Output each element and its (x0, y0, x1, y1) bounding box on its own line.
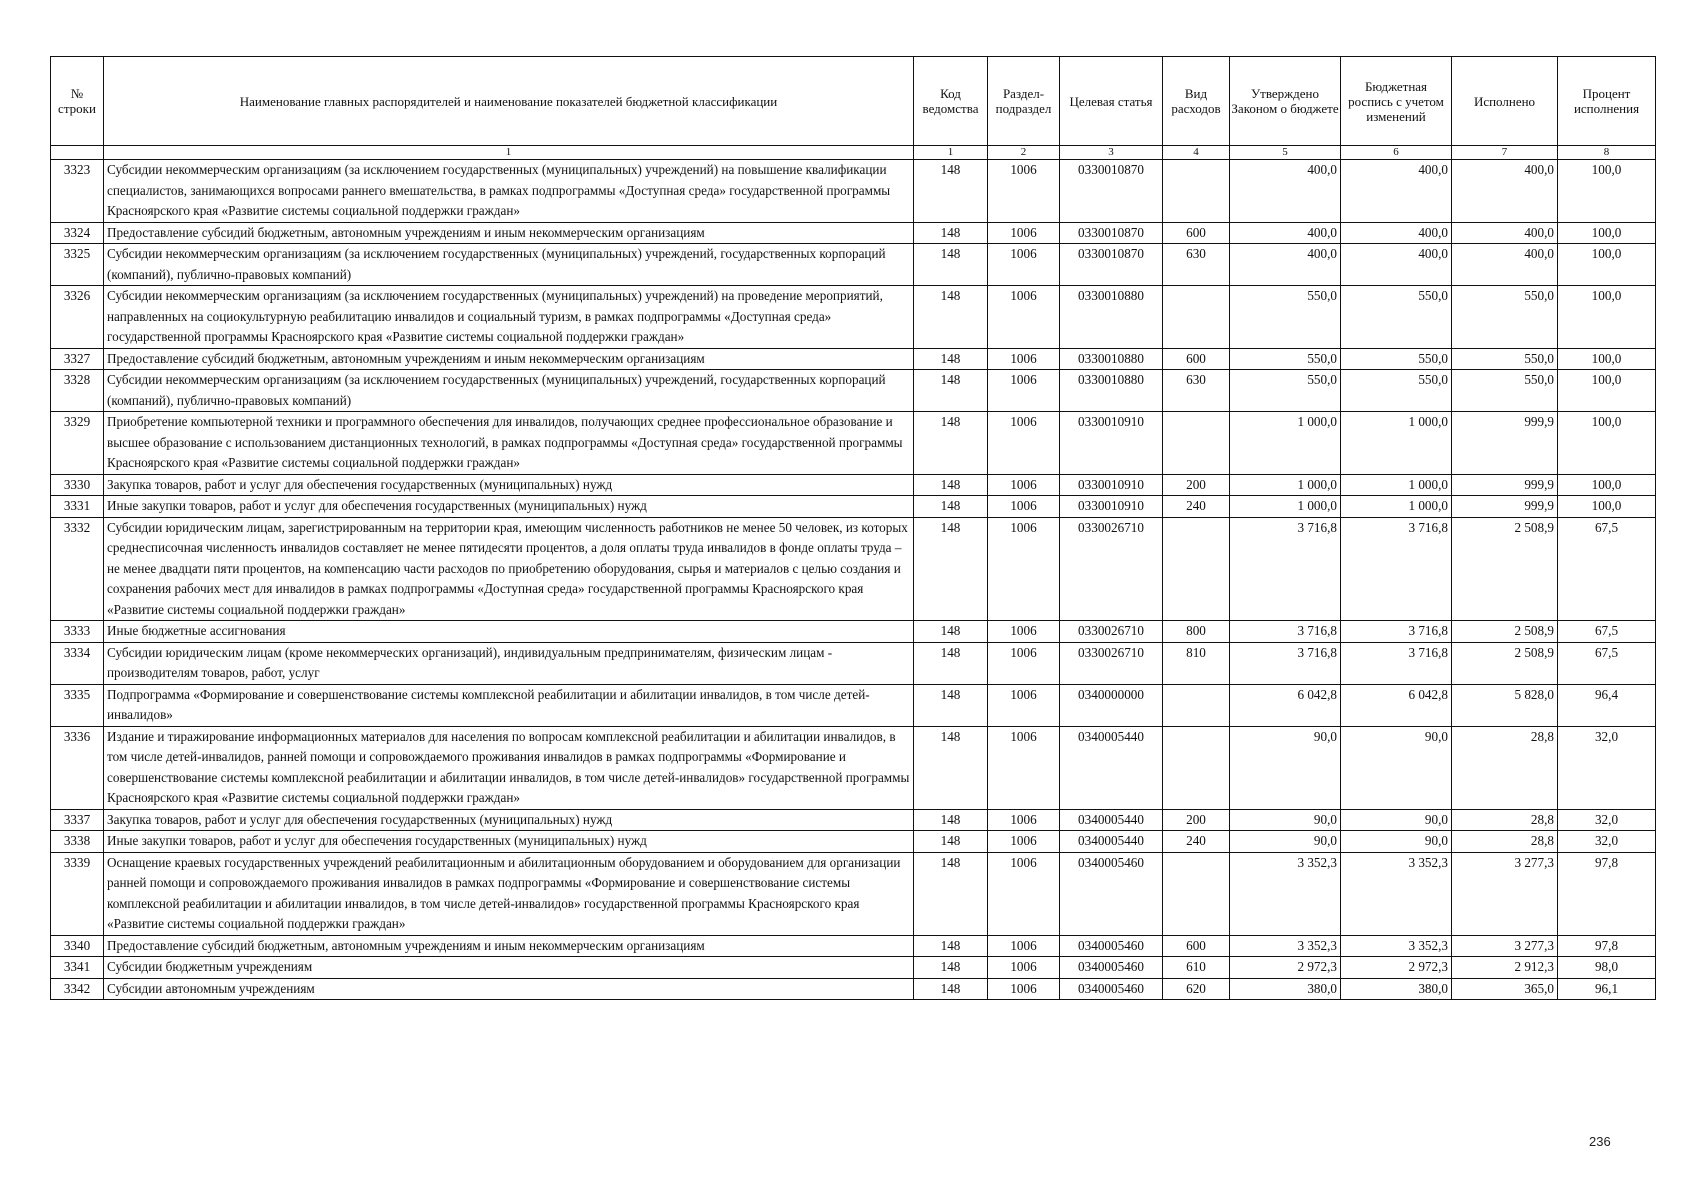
target-item-cell: 0340005460 (1060, 852, 1163, 935)
table-header-row (51, 57, 1656, 146)
name-cell: Приобретение компьютерной техники и программного обеспечения для инвалидов, получающих среднее профессиональное образование и высшее образование с использованием дистанционных технологий, в рамках подпрограммы «Доступная среда» государственной программы Красноярского края «Развитие системы социальной поддержки граждан» (104, 412, 914, 475)
percent-cell: 32,0 (1558, 809, 1656, 831)
target-item-cell: 0330010870 (1060, 160, 1163, 223)
header-row-number: № строки (51, 57, 104, 146)
expense-kind-cell: 610 (1163, 957, 1230, 979)
section-cell: 1006 (988, 370, 1060, 412)
approved-cell: 2 972,3 (1230, 957, 1341, 979)
budget-schedule-cell: 1 000,0 (1341, 474, 1452, 496)
approved-cell: 1 000,0 (1230, 496, 1341, 518)
column-index-cell: 5 (1230, 146, 1341, 160)
target-item-cell: 0340005460 (1060, 978, 1163, 1000)
executed-cell: 3 277,3 (1452, 852, 1558, 935)
expense-kind-cell: 810 (1163, 642, 1230, 684)
dept-code-cell: 148 (914, 348, 988, 370)
expense-kind-cell: 800 (1163, 621, 1230, 643)
row-number-cell: 3339 (51, 852, 104, 935)
table-row (51, 474, 1656, 496)
percent-cell: 100,0 (1558, 348, 1656, 370)
approved-cell: 1 000,0 (1230, 474, 1341, 496)
column-index-cell: 6 (1341, 146, 1452, 160)
dept-code-cell: 148 (914, 286, 988, 349)
target-item-cell: 0330026710 (1060, 517, 1163, 621)
name-cell: Субсидии некоммерческим организациям (за исключением государственных (муниципальных) учреждений) на повышение квалификации специалистов, занимающихся вопросами раннего вмешательства, в рамках подпрограммы «Доступная среда» государственной программы Красноярского края «Развитие системы социальной поддержки граждан» (104, 160, 914, 223)
table-row (51, 684, 1656, 726)
table-row (51, 726, 1656, 809)
name-cell: Закупка товаров, работ и услуг для обеспечения государственных (муниципальных) нужд (104, 474, 914, 496)
dept-code-cell: 148 (914, 517, 988, 621)
row-number-cell: 3335 (51, 684, 104, 726)
expense-kind-cell: 600 (1163, 935, 1230, 957)
target-item-cell: 0330010910 (1060, 474, 1163, 496)
dept-code-cell: 148 (914, 978, 988, 1000)
budget-schedule-cell: 550,0 (1341, 348, 1452, 370)
target-item-cell: 0330010870 (1060, 244, 1163, 286)
approved-cell: 90,0 (1230, 726, 1341, 809)
budget-schedule-cell: 2 972,3 (1341, 957, 1452, 979)
name-cell: Иные закупки товаров, работ и услуг для обеспечения государственных (муниципальных) нужд (104, 496, 914, 518)
percent-cell: 98,0 (1558, 957, 1656, 979)
percent-cell: 100,0 (1558, 370, 1656, 412)
expense-kind-cell (1163, 160, 1230, 223)
target-item-cell: 0330010870 (1060, 222, 1163, 244)
approved-cell: 400,0 (1230, 244, 1341, 286)
column-index-cell: 8 (1558, 146, 1656, 160)
percent-cell: 67,5 (1558, 517, 1656, 621)
name-cell: Субсидии некоммерческим организациям (за исключением государственных (муниципальных) учреждений, государственных корпораций (компаний), публично-правовых компаний) (104, 370, 914, 412)
table-row (51, 621, 1656, 643)
percent-cell: 100,0 (1558, 160, 1656, 223)
row-number-cell: 3338 (51, 831, 104, 853)
section-cell: 1006 (988, 978, 1060, 1000)
budget-schedule-cell: 90,0 (1341, 831, 1452, 853)
section-cell: 1006 (988, 286, 1060, 349)
table-row (51, 978, 1656, 1000)
executed-cell: 999,9 (1452, 412, 1558, 475)
executed-cell: 3 277,3 (1452, 935, 1558, 957)
dept-code-cell: 148 (914, 684, 988, 726)
expense-kind-cell: 630 (1163, 244, 1230, 286)
executed-cell: 999,9 (1452, 496, 1558, 518)
header-section: Раздел-подраздел (988, 57, 1060, 146)
row-number-cell: 3327 (51, 348, 104, 370)
target-item-cell: 0330010910 (1060, 496, 1163, 518)
expense-kind-cell: 630 (1163, 370, 1230, 412)
section-cell: 1006 (988, 222, 1060, 244)
dept-code-cell: 148 (914, 831, 988, 853)
section-cell: 1006 (988, 809, 1060, 831)
target-item-cell: 0330010880 (1060, 370, 1163, 412)
target-item-cell: 0330026710 (1060, 621, 1163, 643)
column-index-row (51, 146, 1656, 160)
approved-cell: 3 352,3 (1230, 935, 1341, 957)
target-item-cell: 0340005460 (1060, 957, 1163, 979)
name-cell: Подпрограмма «Формирование и совершенствование системы комплексной реабилитации и абилитации инвалидов, в том числе детей-инвалидов» (104, 684, 914, 726)
percent-cell: 32,0 (1558, 831, 1656, 853)
budget-schedule-cell: 400,0 (1341, 222, 1452, 244)
row-number-cell: 3324 (51, 222, 104, 244)
section-cell: 1006 (988, 244, 1060, 286)
target-item-cell: 0330010880 (1060, 286, 1163, 349)
approved-cell: 400,0 (1230, 222, 1341, 244)
dept-code-cell: 148 (914, 160, 988, 223)
row-number-cell: 3341 (51, 957, 104, 979)
row-number-cell: 3326 (51, 286, 104, 349)
executed-cell: 2 508,9 (1452, 517, 1558, 621)
table-row (51, 412, 1656, 475)
table-row (51, 286, 1656, 349)
executed-cell: 2 508,9 (1452, 621, 1558, 643)
approved-cell: 90,0 (1230, 809, 1341, 831)
budget-schedule-cell: 550,0 (1341, 370, 1452, 412)
header-expense-kind: Вид расходов (1163, 57, 1230, 146)
row-number-cell: 3333 (51, 621, 104, 643)
executed-cell: 28,8 (1452, 726, 1558, 809)
section-cell: 1006 (988, 831, 1060, 853)
percent-cell: 100,0 (1558, 496, 1656, 518)
table-row (51, 244, 1656, 286)
column-index-cell: 1 (104, 146, 914, 160)
name-cell: Издание и тиражирование информационных материалов для населения по вопросам комплексной реабилитации и абилитации инвалидов, в том числе детей-инвалидов, ранней помощи и сопровождаемого проживания инвалидов в рамках подпрограммы «Формирование и совершенствование системы комплексной реабилитации и абилитации инвалидов, в том числе детей-инвалидов» государственной программы Красноярского края «Развитие системы социальной поддержки граждан» (104, 726, 914, 809)
approved-cell: 550,0 (1230, 286, 1341, 349)
header-name: Наименование главных распорядителей и наименование показателей бюджетной классификации (104, 57, 914, 146)
section-cell: 1006 (988, 496, 1060, 518)
expense-kind-cell (1163, 412, 1230, 475)
approved-cell: 550,0 (1230, 348, 1341, 370)
percent-cell: 97,8 (1558, 935, 1656, 957)
executed-cell: 400,0 (1452, 244, 1558, 286)
percent-cell: 100,0 (1558, 474, 1656, 496)
name-cell: Субсидии автономным учреждениям (104, 978, 914, 1000)
dept-code-cell: 148 (914, 621, 988, 643)
executed-cell: 28,8 (1452, 809, 1558, 831)
percent-cell: 96,1 (1558, 978, 1656, 1000)
budget-schedule-cell: 3 716,8 (1341, 621, 1452, 643)
expense-kind-cell (1163, 684, 1230, 726)
budget-schedule-cell: 1 000,0 (1341, 496, 1452, 518)
table-row (51, 496, 1656, 518)
table-row (51, 348, 1656, 370)
executed-cell: 550,0 (1452, 348, 1558, 370)
executed-cell: 2 912,3 (1452, 957, 1558, 979)
table-row (51, 517, 1656, 621)
section-cell: 1006 (988, 684, 1060, 726)
table-row (51, 222, 1656, 244)
target-item-cell: 0330010910 (1060, 412, 1163, 475)
approved-cell: 3 716,8 (1230, 642, 1341, 684)
target-item-cell: 0340005440 (1060, 809, 1163, 831)
name-cell: Субсидии некоммерческим организациям (за исключением государственных (муниципальных) учреждений, государственных корпораций (компаний), публично-правовых компаний) (104, 244, 914, 286)
name-cell: Закупка товаров, работ и услуг для обеспечения государственных (муниципальных) нужд (104, 809, 914, 831)
section-cell: 1006 (988, 935, 1060, 957)
percent-cell: 96,4 (1558, 684, 1656, 726)
expense-kind-cell: 200 (1163, 474, 1230, 496)
target-item-cell: 0340005440 (1060, 831, 1163, 853)
row-number-cell: 3325 (51, 244, 104, 286)
row-number-cell: 3340 (51, 935, 104, 957)
target-item-cell: 0340005440 (1060, 726, 1163, 809)
dept-code-cell: 148 (914, 412, 988, 475)
approved-cell: 90,0 (1230, 831, 1341, 853)
section-cell: 1006 (988, 348, 1060, 370)
target-item-cell: 0330026710 (1060, 642, 1163, 684)
executed-cell: 5 828,0 (1452, 684, 1558, 726)
executed-cell: 400,0 (1452, 222, 1558, 244)
percent-cell: 67,5 (1558, 621, 1656, 643)
budget-schedule-cell: 400,0 (1341, 160, 1452, 223)
table-row (51, 852, 1656, 935)
name-cell: Предоставление субсидий бюджетным, автономным учреждениям и иным некоммерческим организациям (104, 222, 914, 244)
budget-schedule-cell: 90,0 (1341, 809, 1452, 831)
column-index-cell: 3 (1060, 146, 1163, 160)
row-number-cell: 3334 (51, 642, 104, 684)
name-cell: Субсидии юридическим лицам (кроме некоммерческих организаций), индивидуальным предпринимателям, физическим лицам - производителям товаров, работ, услуг (104, 642, 914, 684)
budget-schedule-cell: 550,0 (1341, 286, 1452, 349)
approved-cell: 400,0 (1230, 160, 1341, 223)
dept-code-cell: 148 (914, 642, 988, 684)
percent-cell: 100,0 (1558, 412, 1656, 475)
expense-kind-cell: 600 (1163, 222, 1230, 244)
executed-cell: 550,0 (1452, 286, 1558, 349)
approved-cell: 3 352,3 (1230, 852, 1341, 935)
section-cell: 1006 (988, 957, 1060, 979)
expense-kind-cell: 240 (1163, 496, 1230, 518)
percent-cell: 100,0 (1558, 286, 1656, 349)
section-cell: 1006 (988, 726, 1060, 809)
budget-schedule-cell: 1 000,0 (1341, 412, 1452, 475)
header-approved: Утверждено Законом о бюджете (1230, 57, 1341, 146)
name-cell: Субсидии некоммерческим организациям (за исключением государственных (муниципальных) учреждений) на проведение мероприятий, направленных на социокультурную реабилитацию инвалидов и социальный туризм, в рамках подпрограммы «Доступная среда» государственной программы Красноярского края «Развитие системы социальной поддержки граждан» (104, 286, 914, 349)
table-row (51, 957, 1656, 979)
approved-cell: 3 716,8 (1230, 517, 1341, 621)
row-number-cell: 3323 (51, 160, 104, 223)
percent-cell: 100,0 (1558, 222, 1656, 244)
budget-schedule-cell: 3 352,3 (1341, 852, 1452, 935)
table-row (51, 935, 1656, 957)
header-executed: Исполнено (1452, 57, 1558, 146)
expense-kind-cell: 600 (1163, 348, 1230, 370)
expense-kind-cell: 200 (1163, 809, 1230, 831)
name-cell: Субсидии юридическим лицам, зарегистрированным на территории края, имеющим численность работников не менее 50 человек, из которых среднесписочная численность инвалидов составляет не менее пятидесяти процентов, а доля оплаты труда инвалидов в фонде оплаты труда – не менее двадцати пяти процентов, на компенсацию части расходов по приобретению оборудования, сырья и материалов с целью создания и сохранения рабочих мест для инвалидов в рамках подпрограммы «Доступная среда» государственной программы Красноярского края «Развитие системы социальной поддержки граждан» (104, 517, 914, 621)
dept-code-cell: 148 (914, 244, 988, 286)
header-target-item: Целевая статья (1060, 57, 1163, 146)
approved-cell: 550,0 (1230, 370, 1341, 412)
row-number-cell: 3331 (51, 496, 104, 518)
name-cell: Иные закупки товаров, работ и услуг для обеспечения государственных (муниципальных) нужд (104, 831, 914, 853)
approved-cell: 380,0 (1230, 978, 1341, 1000)
section-cell: 1006 (988, 474, 1060, 496)
column-index-cell: 4 (1163, 146, 1230, 160)
budget-schedule-cell: 6 042,8 (1341, 684, 1452, 726)
section-cell: 1006 (988, 852, 1060, 935)
budget-execution-table (50, 56, 1656, 1000)
approved-cell: 3 716,8 (1230, 621, 1341, 643)
column-index-cell (51, 146, 104, 160)
header-budget-schedule: Бюджетная роспись с учетом изменений (1341, 57, 1452, 146)
row-number-cell: 3329 (51, 412, 104, 475)
percent-cell: 100,0 (1558, 244, 1656, 286)
table-row (51, 831, 1656, 853)
budget-schedule-cell: 400,0 (1341, 244, 1452, 286)
page-number: 236 (1589, 1134, 1611, 1149)
budget-table-page (50, 56, 1655, 1000)
expense-kind-cell (1163, 517, 1230, 621)
budget-schedule-cell: 3 716,8 (1341, 642, 1452, 684)
percent-cell: 32,0 (1558, 726, 1656, 809)
section-cell: 1006 (988, 517, 1060, 621)
expense-kind-cell (1163, 286, 1230, 349)
row-number-cell: 3328 (51, 370, 104, 412)
row-number-cell: 3342 (51, 978, 104, 1000)
table-row (51, 160, 1656, 223)
approved-cell: 6 042,8 (1230, 684, 1341, 726)
budget-schedule-cell: 90,0 (1341, 726, 1452, 809)
section-cell: 1006 (988, 621, 1060, 643)
section-cell: 1006 (988, 412, 1060, 475)
dept-code-cell: 148 (914, 809, 988, 831)
row-number-cell: 3337 (51, 809, 104, 831)
expense-kind-cell (1163, 726, 1230, 809)
dept-code-cell: 148 (914, 370, 988, 412)
dept-code-cell: 148 (914, 474, 988, 496)
header-dept-code: Код ведомства (914, 57, 988, 146)
row-number-cell: 3330 (51, 474, 104, 496)
column-index-cell: 7 (1452, 146, 1558, 160)
section-cell: 1006 (988, 160, 1060, 223)
budget-schedule-cell: 3 352,3 (1341, 935, 1452, 957)
expense-kind-cell (1163, 852, 1230, 935)
target-item-cell: 0330010880 (1060, 348, 1163, 370)
column-index-cell: 1 (914, 146, 988, 160)
dept-code-cell: 148 (914, 852, 988, 935)
row-number-cell: 3336 (51, 726, 104, 809)
table-row (51, 370, 1656, 412)
table-row (51, 642, 1656, 684)
dept-code-cell: 148 (914, 222, 988, 244)
target-item-cell: 0340000000 (1060, 684, 1163, 726)
executed-cell: 550,0 (1452, 370, 1558, 412)
budget-schedule-cell: 380,0 (1341, 978, 1452, 1000)
dept-code-cell: 148 (914, 957, 988, 979)
expense-kind-cell: 240 (1163, 831, 1230, 853)
executed-cell: 28,8 (1452, 831, 1558, 853)
percent-cell: 97,8 (1558, 852, 1656, 935)
expense-kind-cell: 620 (1163, 978, 1230, 1000)
approved-cell: 1 000,0 (1230, 412, 1341, 475)
table-row (51, 809, 1656, 831)
name-cell: Предоставление субсидий бюджетным, автономным учреждениям и иным некоммерческим организациям (104, 935, 914, 957)
percent-cell: 67,5 (1558, 642, 1656, 684)
executed-cell: 2 508,9 (1452, 642, 1558, 684)
section-cell: 1006 (988, 642, 1060, 684)
name-cell: Субсидии бюджетным учреждениям (104, 957, 914, 979)
table-body (51, 160, 1656, 1000)
executed-cell: 400,0 (1452, 160, 1558, 223)
row-number-cell: 3332 (51, 517, 104, 621)
executed-cell: 999,9 (1452, 474, 1558, 496)
target-item-cell: 0340005460 (1060, 935, 1163, 957)
executed-cell: 365,0 (1452, 978, 1558, 1000)
column-index-cell: 2 (988, 146, 1060, 160)
dept-code-cell: 148 (914, 726, 988, 809)
name-cell: Предоставление субсидий бюджетным, автономным учреждениям и иным некоммерческим организациям (104, 348, 914, 370)
budget-schedule-cell: 3 716,8 (1341, 517, 1452, 621)
dept-code-cell: 148 (914, 935, 988, 957)
header-percent: Процент исполнения (1558, 57, 1656, 146)
name-cell: Иные бюджетные ассигнования (104, 621, 914, 643)
dept-code-cell: 148 (914, 496, 988, 518)
name-cell: Оснащение краевых государственных учреждений реабилитационным и абилитационным оборудованием и оборудованием для организации ранней помощи и сопровождаемого проживания инвалидов в рамках подпрограммы «Формирование и совершенствование системы комплексной реабилитации и абилитации инвалидов, в том числе детей-инвалидов» государственной программы Красноярского края «Развитие системы социальной поддержки граждан» (104, 852, 914, 935)
